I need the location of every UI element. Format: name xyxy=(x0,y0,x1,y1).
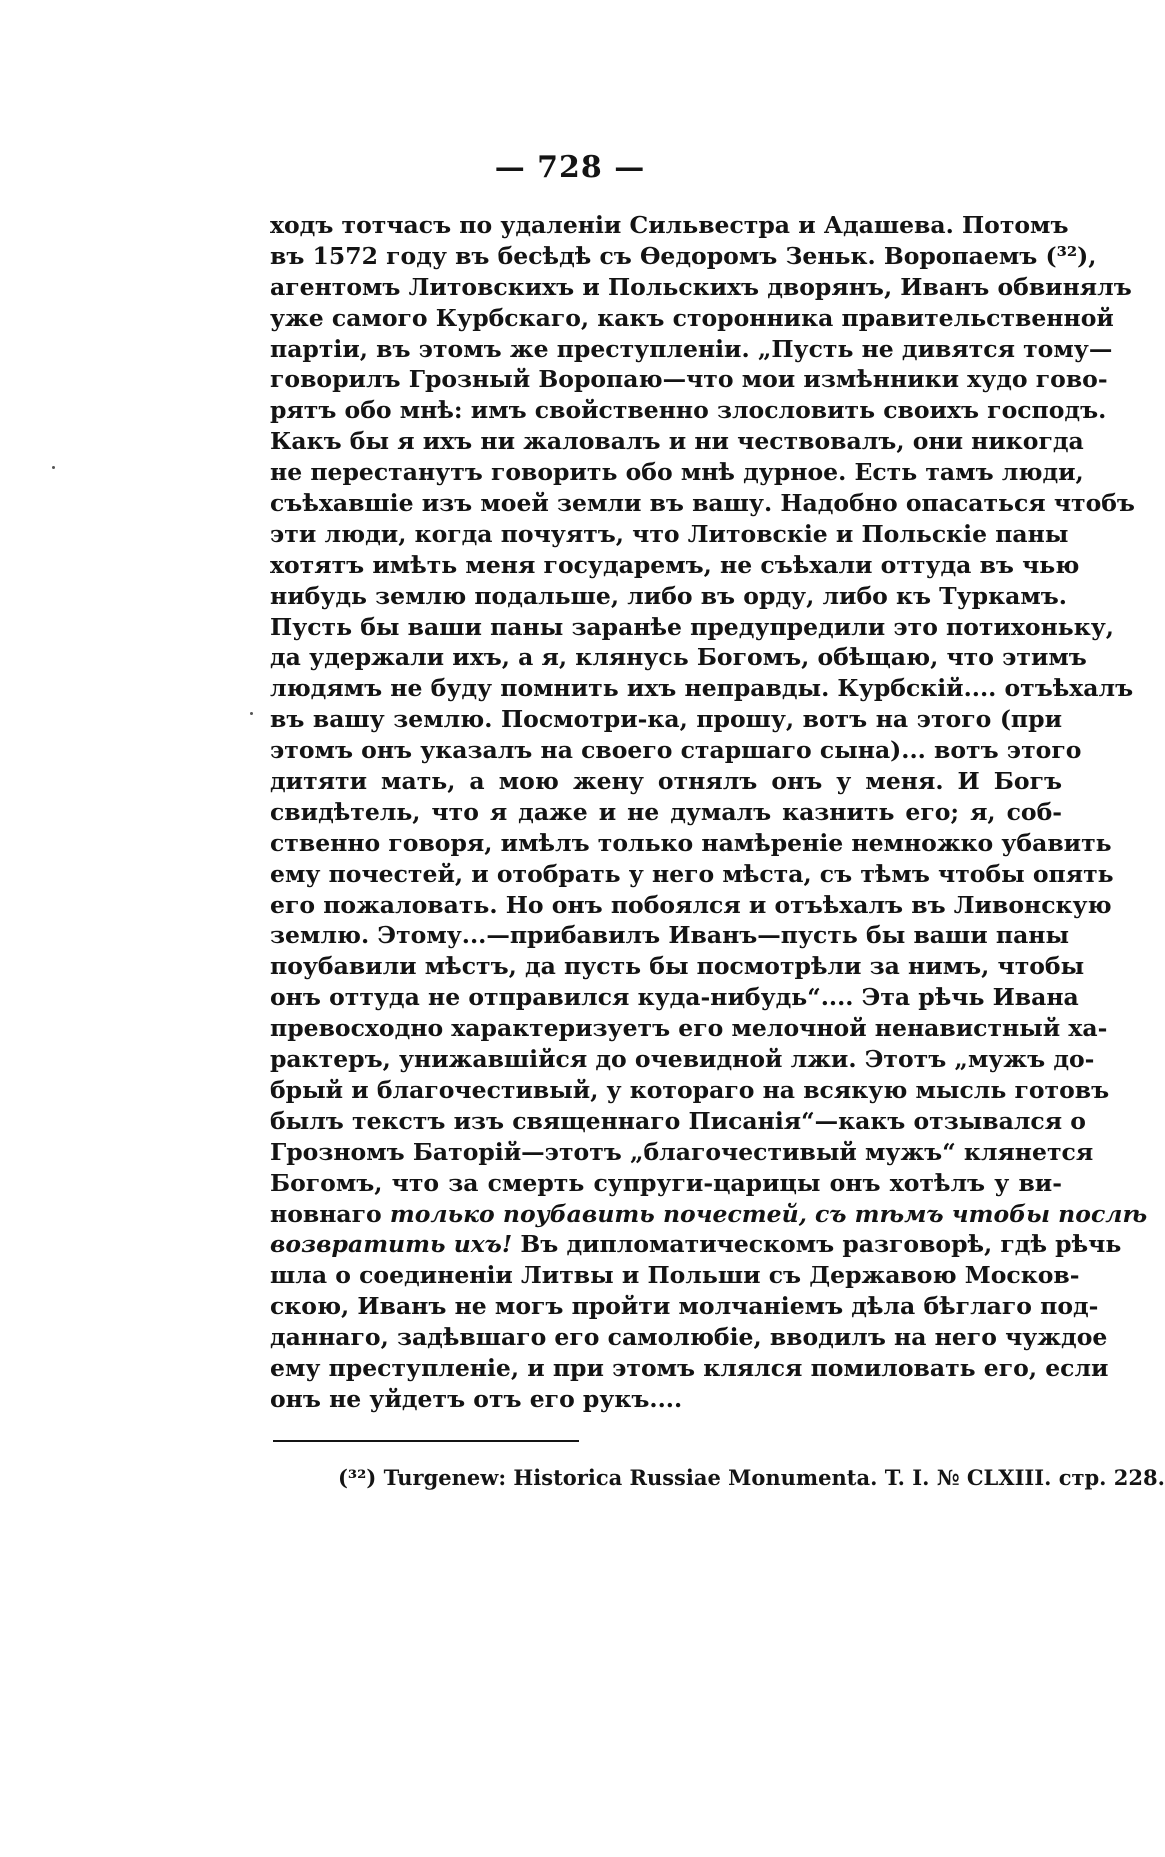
footnote: (³²) Turgenew: Historica Russiae Monumenta. T. I. № CLXIII. стр. 228. xyxy=(338,1465,1165,1490)
text-line: ственно говоря, имѣлъ только намѣреніе немножко убавить xyxy=(270,828,1112,857)
text-line: людямъ не буду помнить ихъ неправды. Курбскій.... отъѣхалъ xyxy=(270,674,1134,703)
text-line: свидѣтель, что я даже и не думалъ казнить его; я, соб- xyxy=(270,797,1062,826)
text-line: землю. Этому...—прибавилъ Иванъ—пусть бы ваши паны xyxy=(270,921,1070,950)
text-line: въ 1572 году въ бесѣдѣ съ Ѳедоромъ Зеньк. Воропаемъ (³²), xyxy=(270,241,1097,270)
margin-speck xyxy=(52,466,55,469)
text-line: Грозномъ Баторій—этотъ „благочестивый мужъ“ клянется xyxy=(270,1137,1094,1166)
text-line: онъ не уйдетъ отъ его рукъ.... xyxy=(270,1384,683,1413)
text-line: рятъ обо мнѣ: имъ свойственно злословить своихъ господъ. xyxy=(270,396,1107,425)
text-line: поубавили мѣстъ, да пусть бы посмотрѣли за нимъ, чтобы xyxy=(270,952,1085,981)
text-line: ходъ тотчасъ по удаленіи Сильвестра и Адашева. Потомъ xyxy=(270,211,1069,239)
text-line-with-italic: возвратить ихъ! Въ дипломатическомъ разговорѣ, гдѣ рѣчь xyxy=(270,1230,1122,1259)
italic-text: только поубавить почестей, съ тѣмъ чтобы послѣ xyxy=(389,1199,1148,1228)
text-line: не перестанутъ говорить обо мнѣ дурное. Есть тамъ люди, xyxy=(270,458,1084,487)
text-line: даннаго, задѣвшаго его самолюбіе, вводилъ на него чуждое xyxy=(270,1323,1108,1352)
footnote-rule xyxy=(273,1440,579,1442)
text-line-with-italic: новнаго только поубавить почестей, съ тѣмъ чтобы послѣ xyxy=(270,1199,1148,1228)
text-line: да удержали ихъ, а я, клянусь Богомъ, обѣщаю, что этимъ xyxy=(270,643,1087,672)
text-line: шла о соединеніи Литвы и Польши съ Державою Москов- xyxy=(270,1261,1080,1290)
text-line: былъ текстъ изъ священнаго Писанія“—какъ отзывался о xyxy=(270,1106,1086,1135)
text-line: эти люди, когда почуятъ, что Литовскіе и Польскіе паны xyxy=(270,519,1069,548)
text-line: агентомъ Литовскихъ и Польскихъ дворянъ, Иванъ обвинялъ xyxy=(270,272,1132,301)
text-line: партіи, въ этомъ же преступленіи. „Пусть не дивятся тому— xyxy=(270,334,1113,363)
margin-speck xyxy=(250,712,253,715)
text-line: скою, Иванъ не могъ пройти молчаніемъ дѣла бѣглаго под- xyxy=(270,1292,1099,1321)
text-line: нибудь землю подальше, либо въ орду, либо къ Туркамъ. xyxy=(270,581,1067,610)
main-text xyxy=(270,210,1148,1415)
text-line: Какъ бы я ихъ ни жаловалъ и ни чествовалъ, они никогда xyxy=(270,427,1084,456)
text-line: уже самого Курбскаго, какъ сторонника правительственной xyxy=(270,303,1114,332)
text-line: съѣхавшіе изъ моей земли въ вашу. Надобно опасаться чтобъ xyxy=(270,489,1135,518)
italic-text: возвратить ихъ! xyxy=(270,1230,513,1259)
text-line: брый и благочестивый, у котораго на всякую мысль готовъ xyxy=(270,1075,1110,1104)
page-number: — 728 — xyxy=(494,150,646,185)
text-line: этомъ онъ указалъ на своего старшаго сына)... вотъ этого xyxy=(270,736,1082,765)
text-line: Пусть бы ваши паны заранѣе предупредили это потихоньку, xyxy=(270,612,1114,641)
text-line: дитяти мать, а мою жену отнялъ онъ у меня. И Богъ xyxy=(270,767,1062,796)
text-line: рактеръ, унижавшійся до очевидной лжи. Этотъ „мужъ до- xyxy=(270,1045,1095,1074)
text-line: въ вашу землю. Посмотри-ка, прошу, вотъ на этого (при xyxy=(270,705,1062,734)
text-line: говорилъ Грозный Воропаю—что мои измѣнники худо гово- xyxy=(270,365,1108,394)
text-line: Богомъ, что за смерть супруги-царицы онъ хотѣлъ у ви- xyxy=(270,1168,1062,1197)
text-line: онъ оттуда не отправился куда-нибудь“.... Эта рѣчь Ивана xyxy=(270,983,1079,1012)
text-line: его пожаловать. Но онъ побоялся и отъѣхалъ въ Ливонскую xyxy=(270,890,1112,919)
text-line: ему почестей, и отобрать у него мѣста, съ тѣмъ чтобы опять xyxy=(270,859,1114,888)
text-line: превосходно характеризуетъ его мелочной ненавистный ха- xyxy=(270,1014,1108,1043)
text-line: хотятъ имѣть меня государемъ, не съѣхали оттуда въ чью xyxy=(270,550,1080,579)
text-line: ему преступленіе, и при этомъ клялся помиловать его, если xyxy=(270,1353,1109,1382)
